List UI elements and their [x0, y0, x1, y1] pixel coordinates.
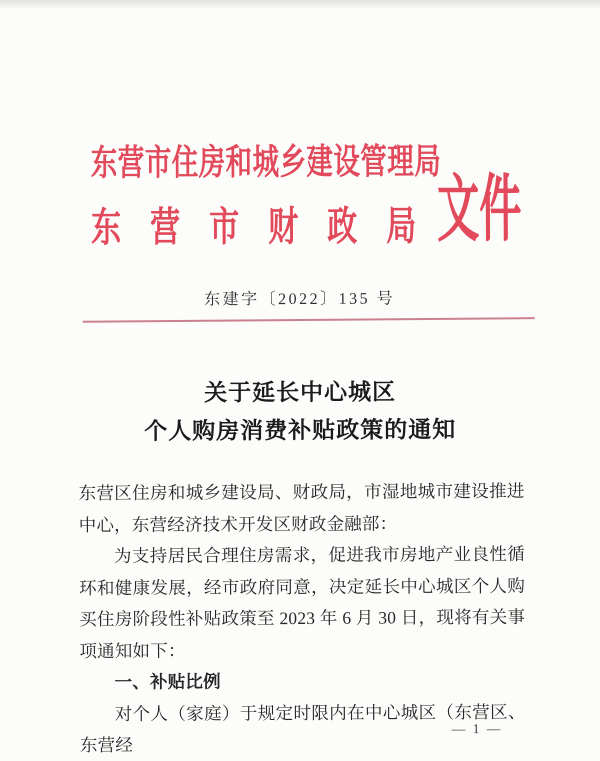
- document-title-line2: 个人购房消费补贴政策的通知: [144, 417, 457, 444]
- page-number: — 1 —: [451, 720, 503, 737]
- red-separator-line: [83, 317, 535, 323]
- recipients-paragraph: 东营区住房和城乡建设局、财政局，市湿地城市建设推进中心，东营经济技术开发区财政金融部：: [78, 480, 525, 535]
- document-title-line1: 关于延长中心城区: [203, 379, 397, 406]
- document-title: [0, 372, 600, 451]
- document-type-label: 文件: [436, 168, 522, 251]
- issuing-agency-line2: 东营市财政局: [91, 204, 446, 251]
- document-reference-number: 东建字〔2022〕135 号: [204, 290, 396, 309]
- intro-paragraph: 为支持居民合理住房需求，促进我市房地产业良性循环和健康发展，经市政府同意，决定延长中心城区个人购买住房阶段性补贴政策至 2023 年 6 月 30 日，现将有关事项通知如下：: [79, 543, 526, 661]
- section-1-heading: 一、补贴比例: [114, 671, 221, 692]
- issuing-agency-line1: 东营市住房和城乡建设管理局: [90, 141, 442, 183]
- section-1-paragraph: 对个人（家庭）于规定时限内在中心城区（东营区、东营经: [79, 701, 526, 756]
- document-body: [79, 476, 526, 761]
